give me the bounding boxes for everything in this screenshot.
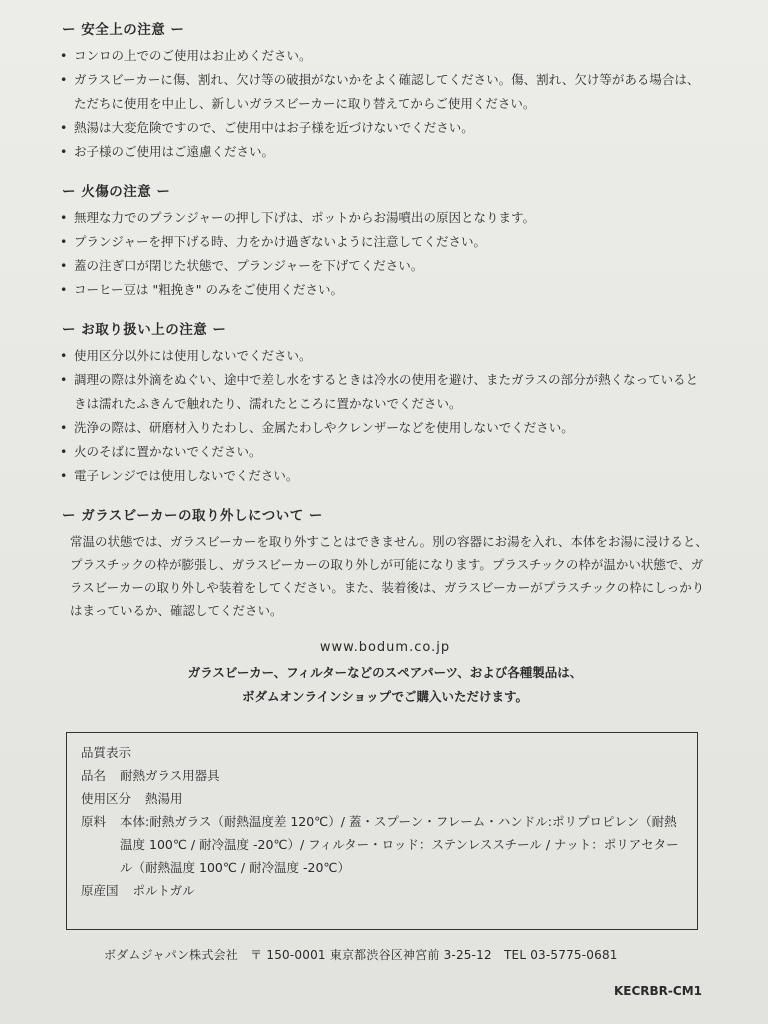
list-item: • 火のそばに置かないでください。	[60, 440, 710, 464]
removal-title: ー ガラスビーカーの取り外しについて ー	[62, 508, 323, 524]
website-url: www.bodum.co.jp	[319, 640, 451, 655]
list-item: • 蓋の注ぎ口が閉じた状態で、プランジャーを下げてください。	[60, 254, 710, 278]
list-item: • 洗浄の際は、研磨材入りたわし、金属たわしやクレンザーなどを使用しないでください。	[60, 416, 710, 440]
list-item: • ガラスビーカーに傷、割れ、欠け等の破損がないかをよく確認してください。傷、割れ、欠け等がある場合は、ただちに使用を中止し、新しいガラスビーカーに取り替えてからご使用ください。	[60, 68, 710, 116]
quality-row-label: 品名	[81, 768, 107, 783]
list-item: • コンロの上でのご使用はお止めください。	[60, 44, 710, 68]
instructions-content	[60, 18, 710, 709]
removal-paragraph: 常温の状態では、ガラスビーカーを取り外すことはできません。別の容器にお湯を入れ、本体をお湯に浸けると、プラスチックの枠が膨張し、ガラスビーカーの取り外しが可能になります。プラスチックの枠が温かい状態で、ガラスビーカーの取り外しや装着をしてください。また、装着後は、ガラスビーカーがプラスチックの枠にしっかりはまっているか、確認してください。	[70, 534, 708, 618]
list-item: • 無理な力でのプランジャーの押し下げは、ポットからお湯噴出の原因となります。	[60, 206, 710, 230]
list-item: • プランジャーを押下げる時、力をかけ過ぎないように注意してください。	[60, 230, 710, 254]
list-item: • コーヒー豆は "粗挽き" のみをご使用ください。	[60, 278, 710, 302]
shop-line-1: ガラスビーカー、フィルターなどのスペアパーツ、および各種製品は、	[187, 665, 583, 680]
quality-row	[81, 787, 683, 810]
removal-section	[60, 504, 710, 622]
quality-row-value: ポルトガル	[132, 883, 195, 898]
quality-heading: 品質表示	[81, 745, 132, 760]
quality-row-label: 原料	[81, 814, 107, 829]
shop-line-2: ボダムオンラインショップでご購入いただけます。	[242, 689, 528, 704]
list-item: • 電子レンジでは使用しないでください。	[60, 464, 710, 488]
safety-section	[60, 18, 710, 164]
list-item: • 調理の際は外滴をぬぐい、途中で差し水をするときは冷水の使用を避け、またガラスの部分が熱くなっているときは濡れたふきんで触れたり、濡れたところに置かないでください。	[60, 368, 710, 416]
quality-row-label: 原産国	[81, 883, 119, 898]
company-address: ボダムジャパン株式会社 〒 150-0001 東京都渋谷区神宮前 3-25-12 TEL 03-5775-0681	[104, 948, 618, 962]
quality-label-box	[66, 732, 698, 930]
safety-title: ー 安全上の注意 ー	[62, 22, 185, 38]
quality-row	[81, 810, 683, 879]
list-item: • お子様のご使用はご遠慮ください。	[60, 140, 710, 164]
document-code: KECRBR-CM1	[613, 984, 702, 998]
handling-list	[60, 344, 710, 488]
quality-row-value: 熱湯用	[145, 791, 183, 806]
list-item: • 使用区分以外には使用しないでください。	[60, 344, 710, 368]
quality-row-value: 本体:耐熱ガラス（耐熱温度差 120℃）/ 蓋・スプーン・フレーム・ハンドル:ポリプロピレン（耐熱温度 100℃ / 耐冷温度 -20℃）/ フィルター・ロッド：ステンレススチール / ナット：ポリアセタール（耐熱温度 100℃ / 耐冷温度 -20℃）	[120, 814, 679, 875]
list-item: • 熱湯は大変危険ですので、ご使用中はお子様を近づけないでください。	[60, 116, 710, 140]
burn-section	[60, 180, 710, 302]
quality-row	[81, 879, 683, 902]
safety-list	[60, 44, 710, 164]
burn-list	[60, 206, 710, 302]
burn-title: ー 火傷の注意 ー	[62, 184, 171, 200]
handling-section	[60, 318, 710, 488]
handling-title: ー お取り扱い上の注意 ー	[62, 322, 227, 338]
quality-row-value: 耐熱ガラス用器具	[120, 768, 220, 783]
quality-row-label: 使用区分	[81, 791, 132, 806]
quality-row	[81, 764, 683, 787]
shop-block	[60, 640, 710, 709]
